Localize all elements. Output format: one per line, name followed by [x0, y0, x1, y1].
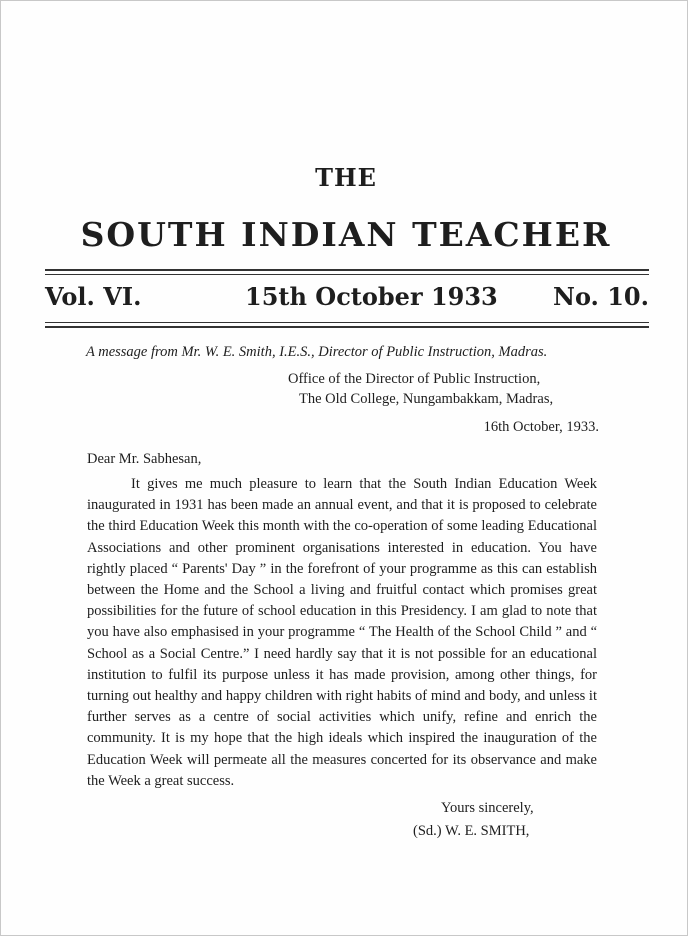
top-double-rule-lower — [45, 274, 649, 275]
letter-caption: A message from Mr. W. E. Smith, I.E.S., Director of Public Instruction, Madras. — [86, 344, 548, 360]
letter-body: It gives me much pleasure to learn that the South Indian Education Week inaugurated in 1931 has been made an annual event, and that it is proposed to celebrate the third Education Week this month with the co-operation of some leading Educational Associations and other prominent organisations interested in education. You have rightly placed “ Parents' Day ” in the forefront of your programme as this can establish between the Home and the School a living and fruitful contact which promises great possibilities for the future of school education in this Presidency. I am glad to note that you have also emphasised in your programme “ The Health of the School Child ” and “ School as a Social Centre.” I need hardly say that it is not possible for an educational institution to fulfil its purpose unless it has made provision, among other things, for turning out healthy and happy children with right habits of mind and body, and unless it further serves as a centre of social activities which unify, refine and enrich the community. It is my hope that the high ideals which inspired the inauguration of the Education Week will permeate all the measures concerted for its observance and make the Week a great success. — [87, 476, 597, 789]
issue-number: No. 10. — [553, 282, 649, 311]
bottom-double-rule-lower — [45, 326, 649, 328]
closing: Yours sincerely, — [441, 800, 534, 816]
sender-address-line-1: Office of the Director of Public Instruction, — [288, 371, 541, 387]
signature: (Sd.) W. E. SMITH, — [413, 823, 530, 839]
sender-address-line-2: The Old College, Nungambakkam, Madras, — [299, 391, 554, 407]
bottom-double-rule-upper — [45, 322, 649, 323]
header-the: THE — [315, 163, 377, 192]
salutation: Dear Mr. Sabhesan, — [87, 451, 202, 467]
letter-date: 16th October, 1933. — [483, 419, 599, 435]
volume-label: Vol. VI. — [45, 282, 142, 311]
issue-date: 15th October 1933 — [245, 282, 498, 311]
top-double-rule-upper — [45, 269, 649, 271]
journal-title: SOUTH INDIAN TEACHER — [80, 215, 612, 254]
masthead — [45, 282, 649, 318]
